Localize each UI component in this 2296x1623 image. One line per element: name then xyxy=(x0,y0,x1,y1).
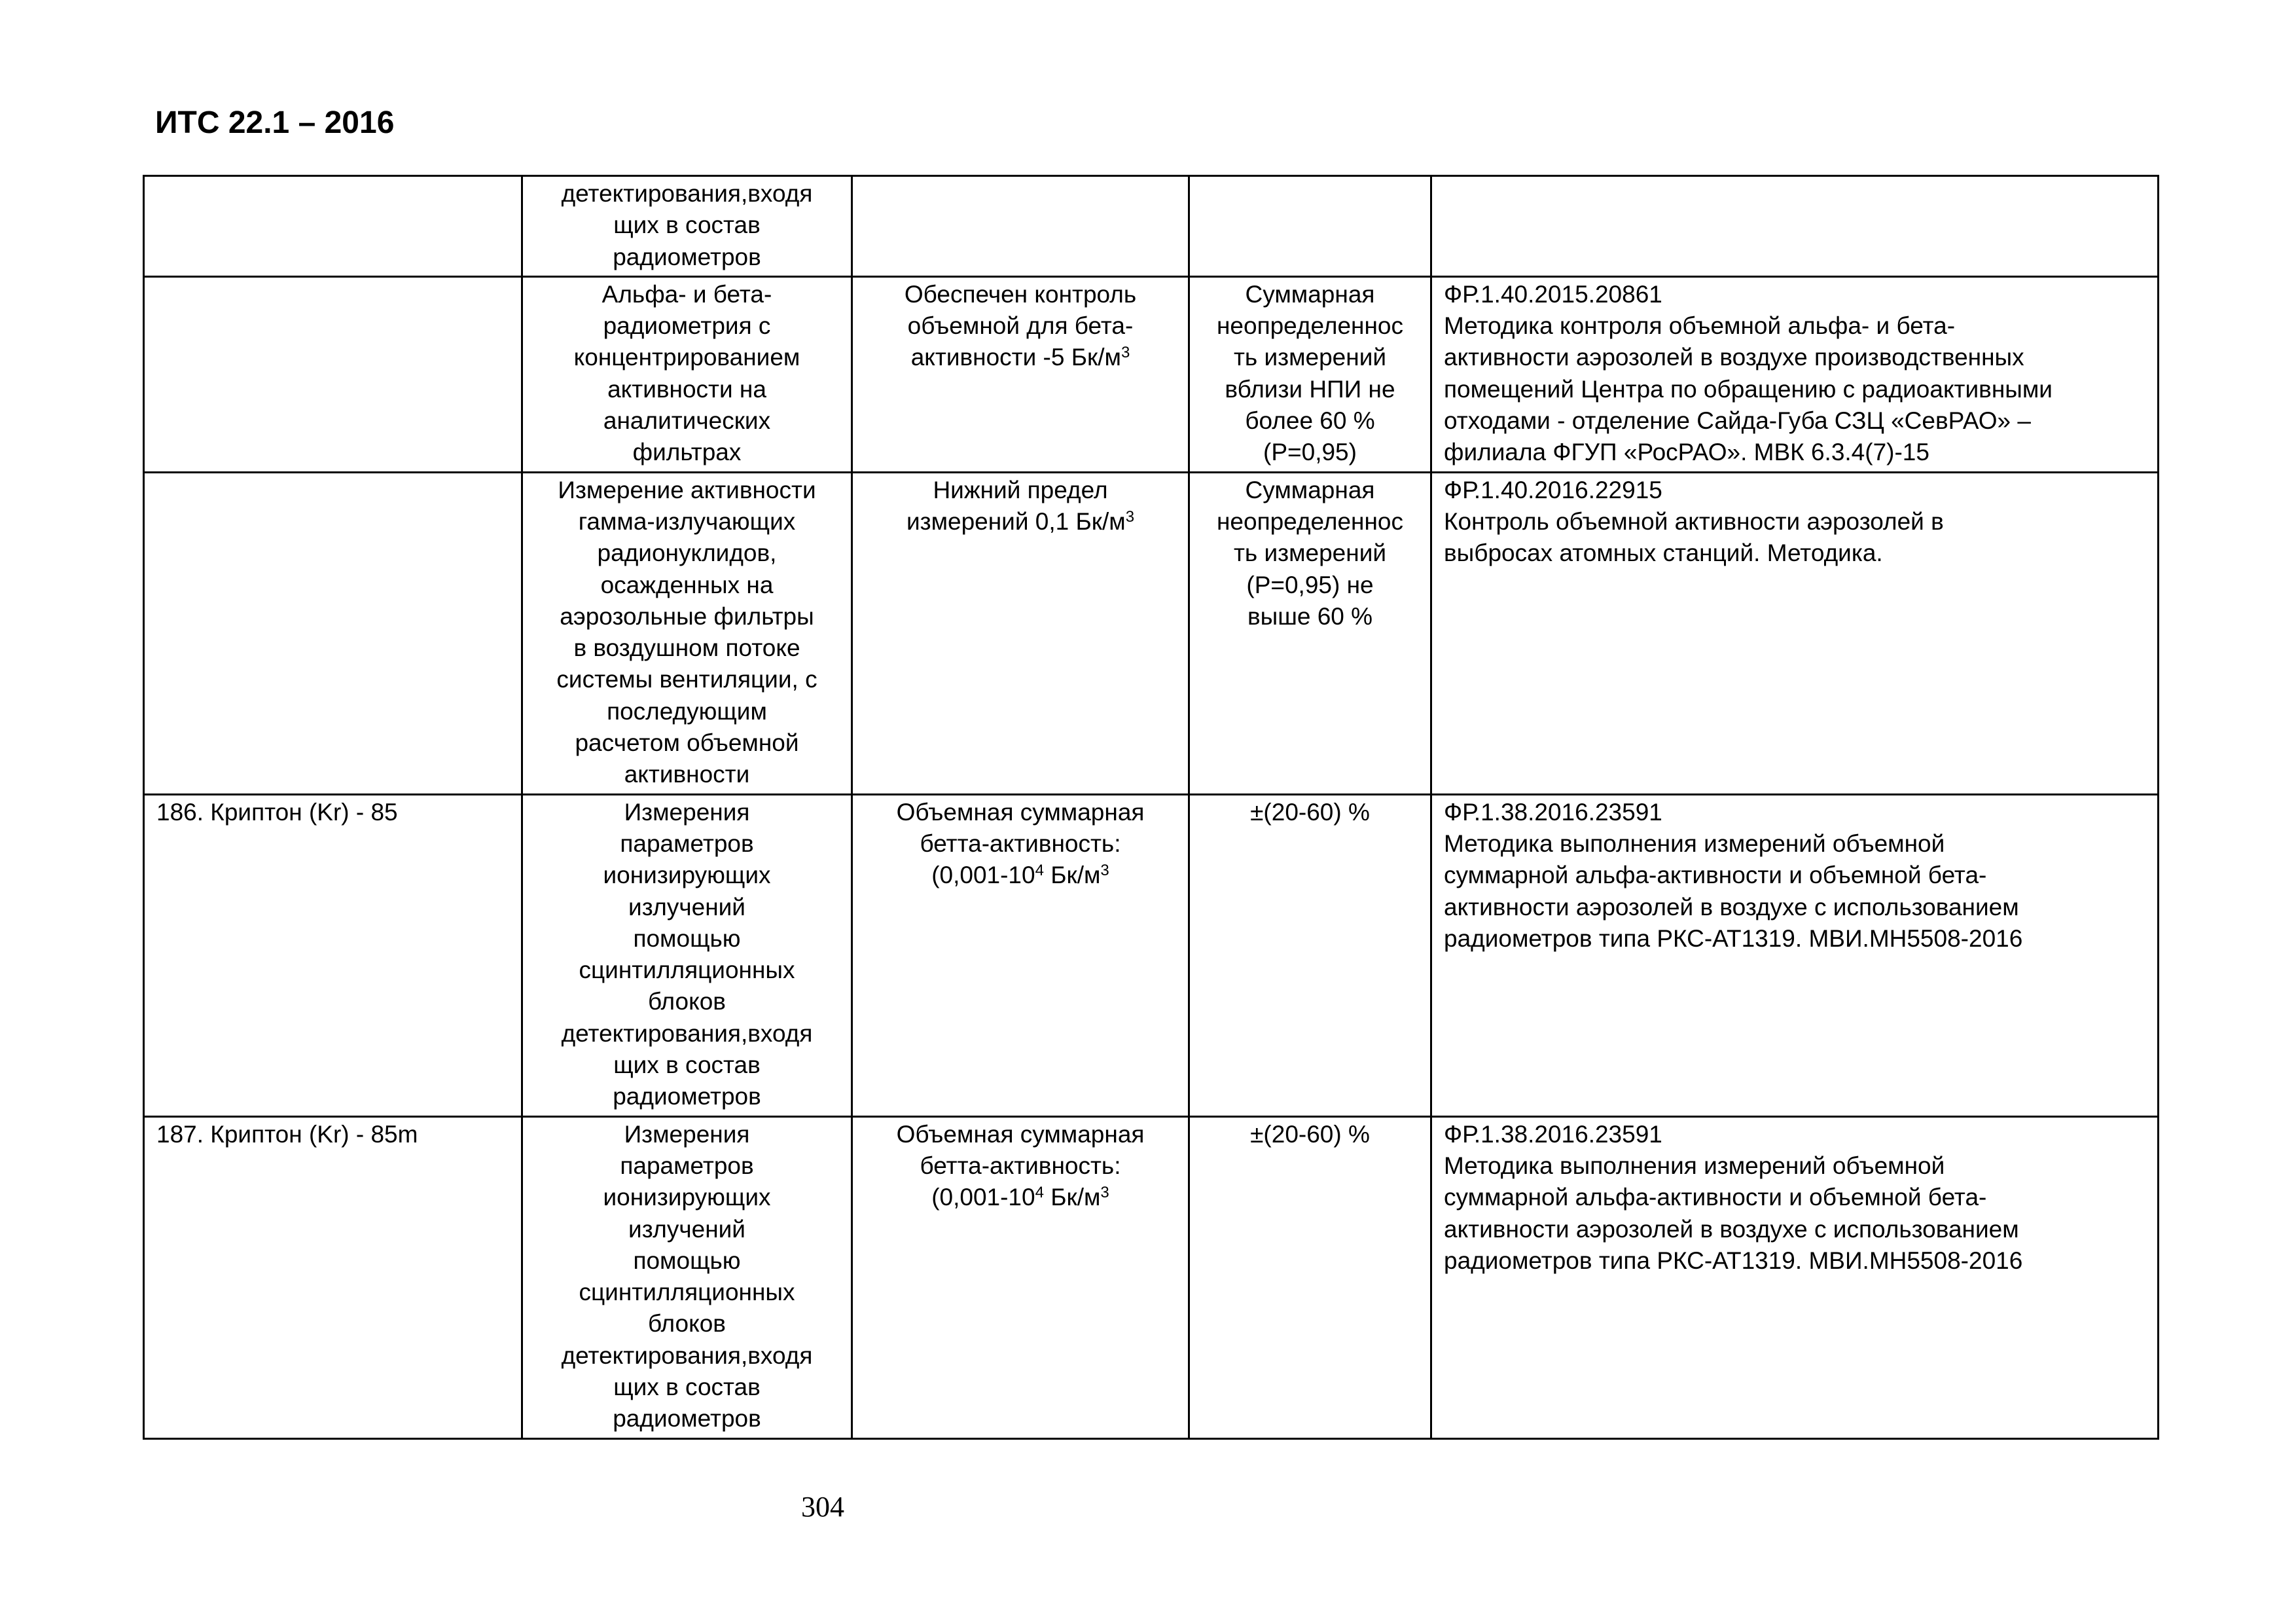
document-title-text: помещений Центра по обращению с радиоактивными xyxy=(1444,375,2053,403)
methods-table-body xyxy=(144,176,2159,1439)
range-text-part: Обеспечен контроль xyxy=(904,280,1137,308)
method-text: в воздушном потоке xyxy=(573,634,800,662)
document-registration-number: ФР.1.38.2016.23591 xyxy=(1444,798,1662,826)
cell-error xyxy=(1189,1116,1431,1438)
cell-method xyxy=(522,176,852,277)
cell-method xyxy=(522,1116,852,1438)
method-text: щих в состав xyxy=(613,211,761,239)
method-text: помощью xyxy=(633,1247,741,1274)
method-text: осажденных на xyxy=(600,571,774,598)
cell-method xyxy=(522,794,852,1116)
table-row xyxy=(144,472,2159,794)
substance-text: 187. Криптон (Kr) - 85m xyxy=(156,1120,418,1148)
method-text: детектирования,входя xyxy=(561,1341,813,1369)
error-text: более 60 % xyxy=(1245,407,1375,435)
method-text: параметров xyxy=(620,830,754,857)
cell-method xyxy=(522,276,852,472)
document-title-text: активности аэрозолей в воздухе с использованием xyxy=(1444,893,2019,921)
document-title-text: Методика выполнения измерений объемной xyxy=(1444,1152,1945,1179)
range-text xyxy=(865,797,1176,828)
method-text: радиометров xyxy=(613,1083,761,1110)
method-text: детектирования,входя xyxy=(561,1019,813,1047)
document-title-text: активности аэрозолей в воздухе производственных xyxy=(1444,344,2024,371)
range-unit: Бк/м xyxy=(1043,862,1101,889)
range-text xyxy=(865,310,1176,342)
document-title-text: выбросах атомных станций. Методика. xyxy=(1444,539,1883,567)
error-text: (Р=0,95) не xyxy=(1246,571,1374,598)
range-text-part: Объемная суммарная xyxy=(896,1120,1145,1148)
range-text xyxy=(865,506,1176,538)
substance-text: 186. Криптон (Kr) - 85 xyxy=(156,798,398,826)
method-text: помощью xyxy=(633,924,741,952)
cell-error xyxy=(1189,794,1431,1116)
range-text xyxy=(865,1150,1176,1182)
cell-measurement-range xyxy=(852,472,1189,794)
range-unit: Бк/м xyxy=(1043,1184,1101,1211)
cell-measurement-range xyxy=(852,276,1189,472)
method-text: блоков xyxy=(648,1310,726,1338)
cell-method-document xyxy=(1431,276,2159,472)
method-text: излучений xyxy=(628,893,745,921)
cell-substance xyxy=(144,472,522,794)
error-text: ть измерений xyxy=(1233,344,1387,371)
table-row xyxy=(144,794,2159,1116)
method-text: фильтрах xyxy=(632,439,742,466)
cell-error xyxy=(1189,276,1431,472)
document-title-text: радиометров типа РКС-АТ1319. МВИ.МН5508-2016 xyxy=(1444,1247,2023,1274)
error-text: неопределеннос xyxy=(1216,507,1403,535)
cell-method-document xyxy=(1431,472,2159,794)
page-number: 304 xyxy=(801,1491,844,1523)
method-text: щих в состав xyxy=(613,1373,761,1400)
method-text: блоков xyxy=(648,988,726,1015)
error-text: ±(20-60) % xyxy=(1250,798,1370,826)
range-text-part: объемной для бета- xyxy=(907,312,1134,340)
cell-substance xyxy=(144,276,522,472)
method-text: радиометрия с xyxy=(603,312,771,340)
method-text: сцинтилляционных xyxy=(579,1279,795,1306)
document-title-text: Методика контроля объемной альфа- и бета- xyxy=(1444,312,1956,340)
method-text: аналитических xyxy=(603,407,771,435)
range-superscript: 4 xyxy=(1035,862,1044,880)
range-text-part: Объемная суммарная xyxy=(896,798,1145,826)
error-text: Суммарная xyxy=(1245,280,1375,308)
method-text: детектирования,входя xyxy=(561,180,813,207)
table-row xyxy=(144,276,2159,472)
range-text-part: (0,001-10 xyxy=(931,862,1035,889)
range-unit-superscript: 3 xyxy=(1100,862,1109,880)
range-superscript: 3 xyxy=(1125,507,1135,526)
cell-substance xyxy=(144,1116,522,1438)
range-text xyxy=(865,475,1176,506)
method-text: последующим xyxy=(607,697,767,725)
range-text xyxy=(865,860,1176,891)
method-text: системы вентиляции, с xyxy=(556,666,817,693)
table-row xyxy=(144,1116,2159,1438)
cell-substance xyxy=(144,794,522,1116)
document-title-text: Методика выполнения измерений объемной xyxy=(1444,830,1945,857)
range-unit-superscript: 3 xyxy=(1100,1184,1109,1202)
method-text: щих в состав xyxy=(613,1051,761,1079)
range-text-part: бетта-активность: xyxy=(920,830,1121,857)
error-text: выше 60 % xyxy=(1247,602,1373,630)
error-text: ±(20-60) % xyxy=(1250,1120,1370,1148)
method-text: Измерения xyxy=(624,1120,750,1148)
cell-measurement-range xyxy=(852,176,1189,277)
range-superscript: 3 xyxy=(1121,344,1130,362)
range-text-part: измерений 0,1 Бк/м xyxy=(906,507,1126,535)
range-text-part: (0,001-10 xyxy=(931,1184,1035,1211)
cell-method-document xyxy=(1431,794,2159,1116)
table-row xyxy=(144,176,2159,277)
document-registration-number: ФР.1.38.2016.23591 xyxy=(1444,1120,1662,1148)
method-text: сцинтилляционных xyxy=(579,957,795,984)
method-text: ионизирующих xyxy=(603,1184,771,1211)
cell-substance xyxy=(144,176,522,277)
method-text: параметров xyxy=(620,1152,754,1179)
method-text: излучений xyxy=(628,1215,745,1243)
cell-method-document xyxy=(1431,1116,2159,1438)
method-text: Измерение активности xyxy=(558,476,816,503)
document-title-text: радиометров типа РКС-АТ1319. МВИ.МН5508-2016 xyxy=(1444,924,2023,952)
document-title-text: суммарной альфа-активности и объемной бета- xyxy=(1444,862,1987,889)
range-text-part: активности -5 Бк/м xyxy=(910,344,1121,371)
document-title-text: активности аэрозолей в воздухе с использованием xyxy=(1444,1215,2019,1243)
method-text: радионуклидов, xyxy=(597,539,777,567)
range-text-part: бетта-активность: xyxy=(920,1152,1121,1179)
method-text: радиометров xyxy=(613,1405,761,1432)
range-text-part: Нижний предел xyxy=(933,476,1108,503)
cell-method xyxy=(522,472,852,794)
error-text: ть измерений xyxy=(1233,539,1387,567)
method-text: аэрозольные фильтры xyxy=(560,602,814,630)
error-text: (Р=0,95) xyxy=(1263,439,1357,466)
method-text: концентрированием xyxy=(573,344,800,371)
range-superscript: 4 xyxy=(1035,1184,1044,1202)
cell-method-document xyxy=(1431,176,2159,277)
error-text: неопределеннос xyxy=(1216,312,1403,340)
method-text: Измерения xyxy=(624,798,750,826)
range-text xyxy=(865,828,1176,860)
document-registration-number: ФР.1.40.2015.20861 xyxy=(1444,280,1662,308)
method-text: Альфа- и бета- xyxy=(601,280,772,308)
method-text: ионизирующих xyxy=(603,862,771,889)
range-text xyxy=(865,1182,1176,1213)
document-registration-number: ФР.1.40.2016.22915 xyxy=(1444,476,1662,503)
method-text: гамма-излучающих xyxy=(578,507,796,535)
document-title-text: филиала ФГУП «РосРАО». МВК 6.3.4(7)-15 xyxy=(1444,439,1929,466)
document-title-text: суммарной альфа-активности и объемной бета- xyxy=(1444,1184,1987,1211)
document-title-text: отходами - отделение Сайда-Губа СЗЦ «СевРАО» – xyxy=(1444,407,2031,435)
cell-measurement-range xyxy=(852,1116,1189,1438)
method-text: радиометров xyxy=(613,243,761,270)
document-title-text: Контроль объемной активности аэрозолей в xyxy=(1444,507,1944,535)
range-text xyxy=(865,342,1176,373)
cell-measurement-range xyxy=(852,794,1189,1116)
document-code-header: ИТС 22.1 – 2016 xyxy=(155,105,395,140)
method-text: активности на xyxy=(607,375,766,403)
method-text: активности xyxy=(624,761,750,788)
range-text xyxy=(865,279,1176,310)
methods-table xyxy=(143,175,2159,1440)
range-text xyxy=(865,1119,1176,1150)
cell-error xyxy=(1189,176,1431,277)
error-text: Суммарная xyxy=(1245,476,1375,503)
cell-error xyxy=(1189,472,1431,794)
method-text: расчетом объемной xyxy=(575,729,799,757)
error-text: вблизи НПИ не xyxy=(1225,375,1395,403)
